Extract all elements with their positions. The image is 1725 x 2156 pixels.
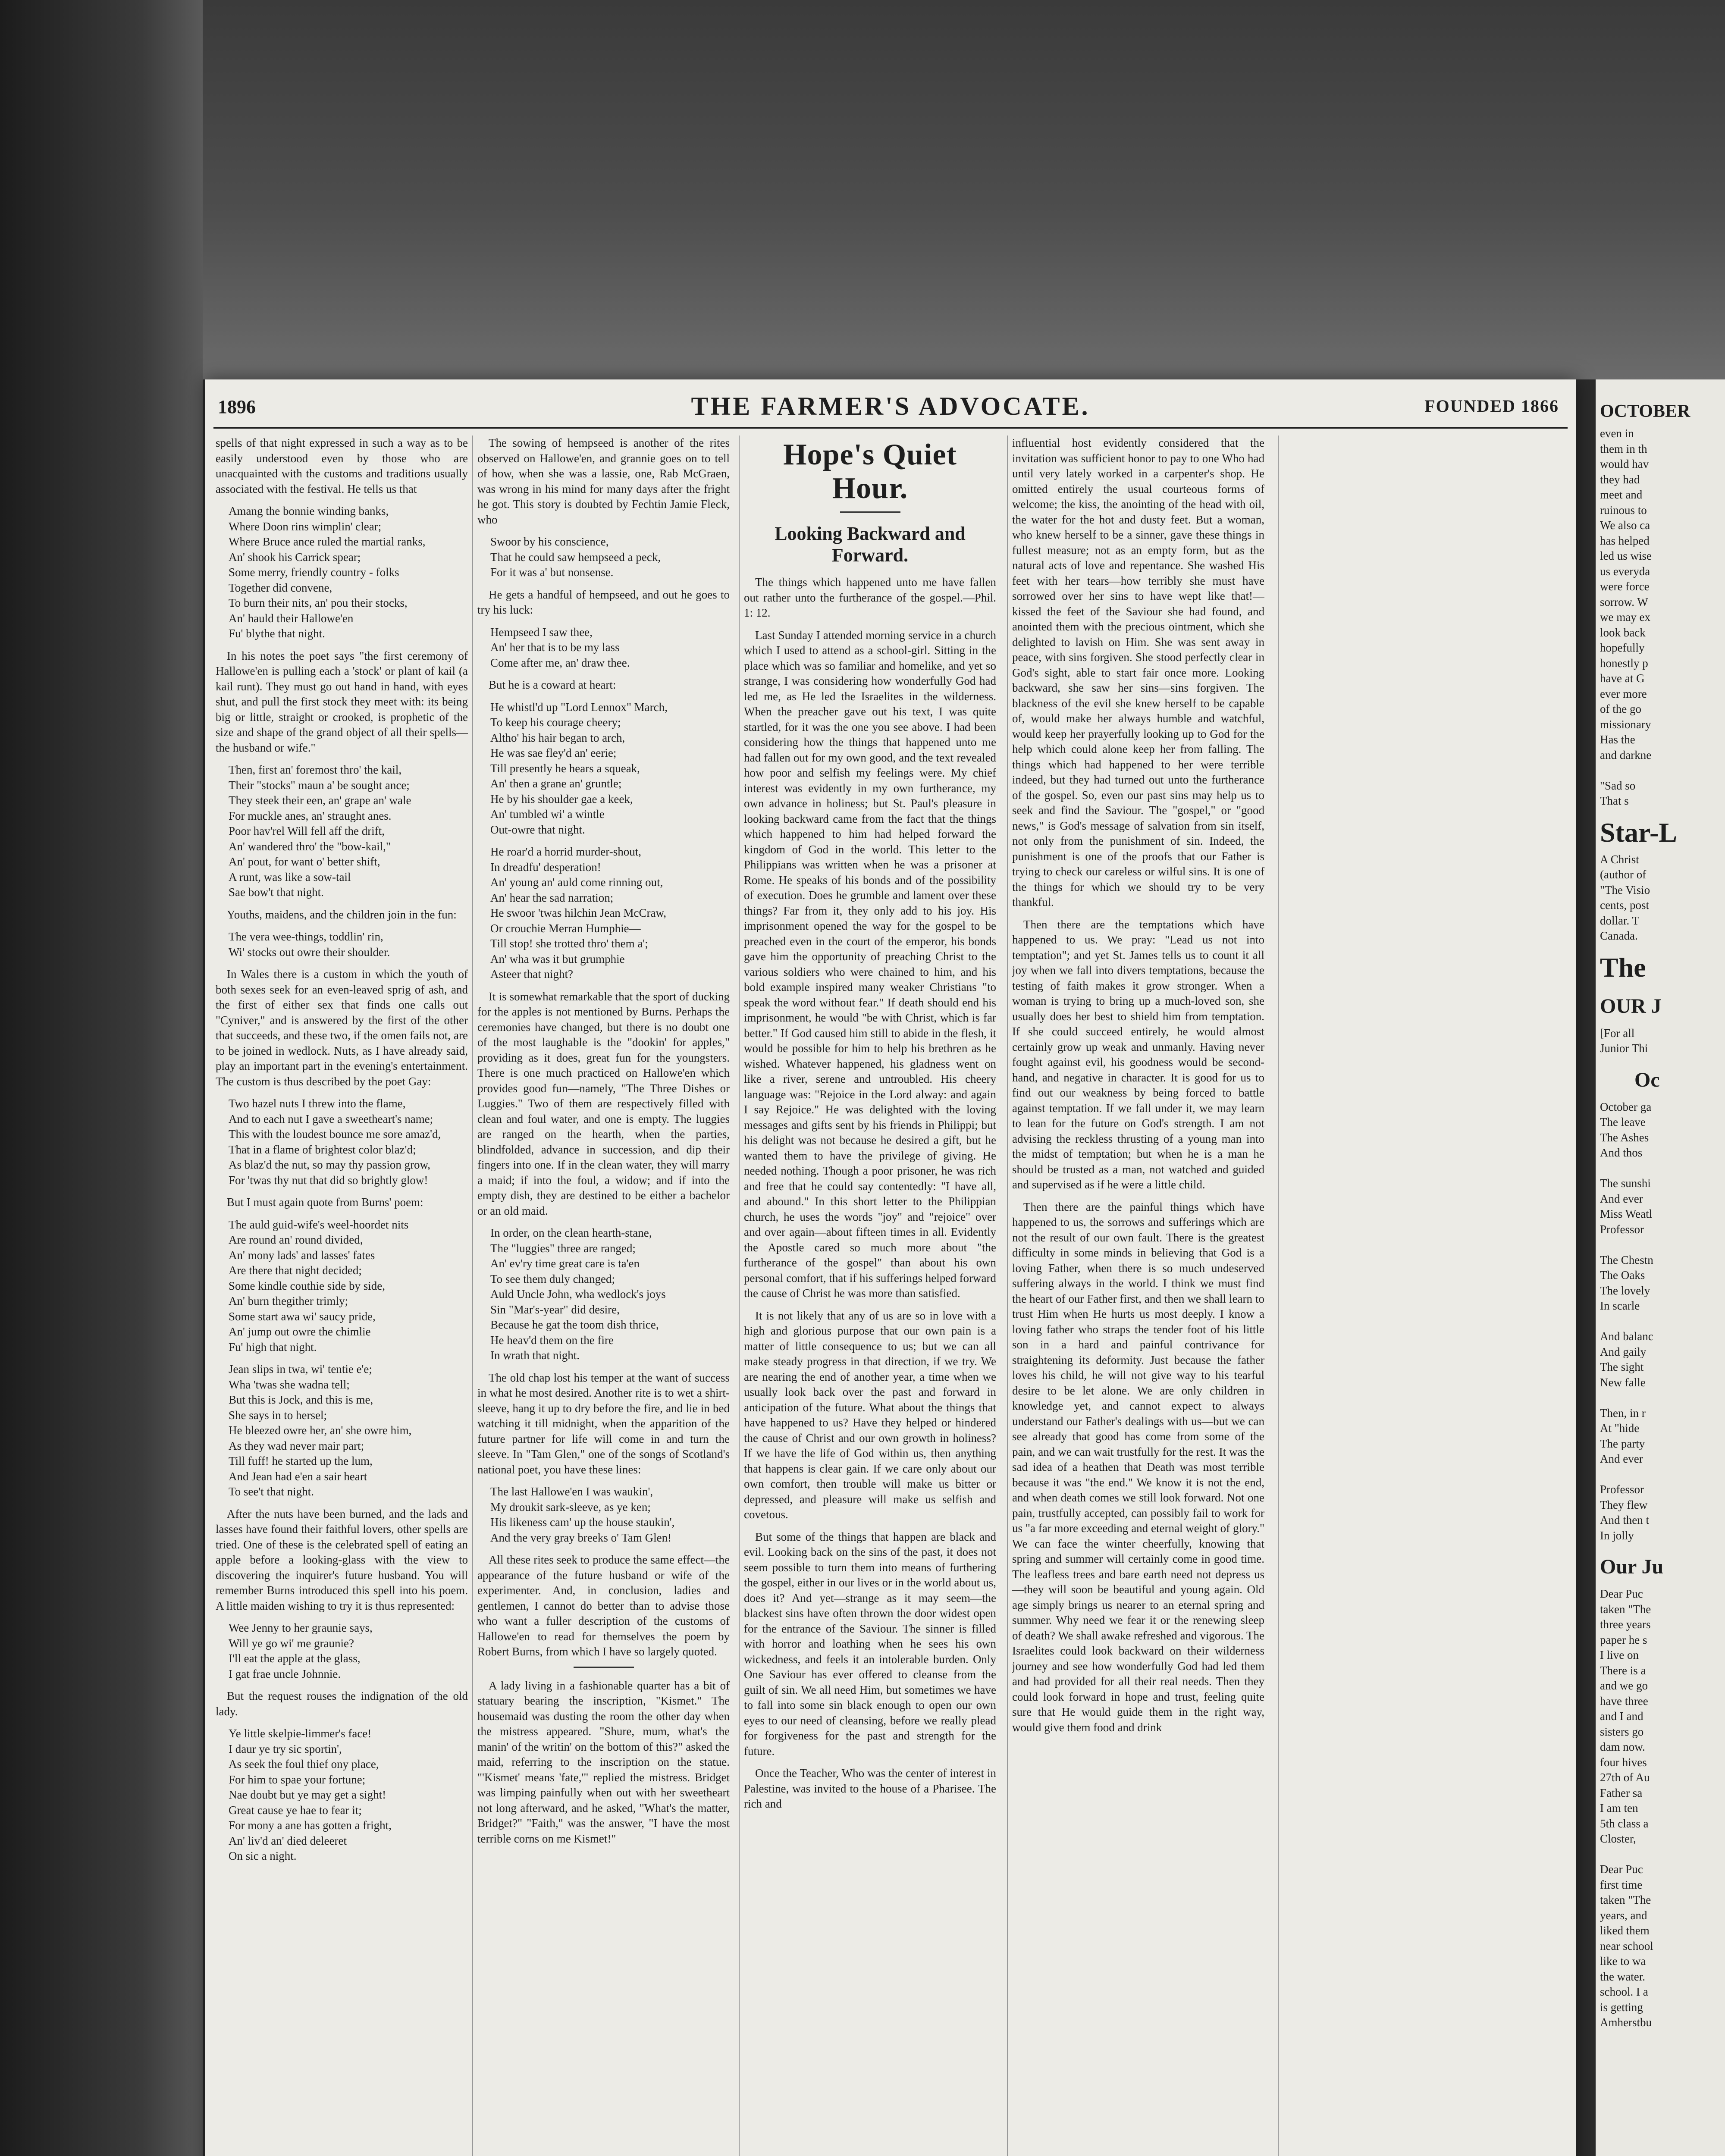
- adjacent-line: of the go: [1600, 702, 1641, 715]
- paragraph: The sowing of hempseed is another of the rites observed on Hallowe'en, and grannie goes on to tell of how, when she was a lassie, one, Rab McGraen, was wrong in his mind for many days after the fright he got. This story is doubted by Fechtin Jamie Fleck, who: [477, 436, 730, 526]
- adjacent-line: near school: [1600, 1939, 1653, 1952]
- adjacent-line: Then, in r: [1600, 1406, 1646, 1420]
- adjacent-line: is getting: [1600, 2000, 1643, 2014]
- adjacent-line: The sunshi: [1600, 1177, 1651, 1190]
- verse: Wee Jenny to her graunie says, Will ye go wi' me graunie? I'll eat the apple at the glass, I gat frae uncle Johnnie.: [229, 1621, 373, 1680]
- adjacent-line: liked them: [1600, 1924, 1650, 1937]
- adjacent-line: taken "The: [1600, 1893, 1651, 1906]
- paragraph: After the nuts have been burned, and the lads and lasses have found their faithful lovers, other spells are tried. One of these is the celebrated spell of eating an apple before a looking-glass with the view to discovering the inquirer's future husband. You will remember Burns introduced this spell into his poem. A little maiden wishing to try it is thus represented:: [216, 1507, 468, 1612]
- adjacent-line: [1600, 1847, 1725, 1862]
- verse: Swoor by his conscience, That he could saw hempseed a peck, For it was a' but nonsense.: [490, 535, 661, 579]
- adjacent-line: New falle: [1600, 1376, 1646, 1389]
- column-4: [1012, 436, 1264, 2156]
- paragraph: In Wales there is a custom in which the youth of both sexes seek for an even-leaved sprig of ash, and the first of either sex that finds one calls out "Cyniver," and is answered by the first of the other that succeeds, and these two, if the omen fails not, are to be joined in wedlock. Nuts, as I have already said, play an important part in the evening's entertainment. The custom is thus described by the poet Gay:: [216, 968, 468, 1088]
- adjacent-heading: The: [1600, 952, 1646, 983]
- adjacent-line: That s: [1600, 794, 1629, 807]
- adjacent-line: Professor: [1600, 1222, 1644, 1236]
- paragraph: In his notes the poet says "the first ceremony of Hallowe'en is pulling each a 'stock' or plant of kail (a kail runt). They must go out hand in hand, with eyes shut, and pull the first stock they meet with: its being big or little, straight or crooked, is prophetic of the size and shape of the grand object of all their spells—the husband or wife.": [216, 649, 468, 754]
- adjacent-line: 27th of Au: [1600, 1771, 1650, 1784]
- adjacent-line: The Oaks: [1600, 1269, 1645, 1282]
- paragraph: influential host evidently considered that the invitation was sufficient honor to pay to one Who had until very lately worked in a carpenter's shop. He omitted entirely the usual courteous forms of welcome; the kiss, the anointing of the head with oil, the water for the hot and dusty feet. But a woman, who knew herself to be a sinner, gave these things in fullest measure; not as an empty form, but as the natural acts of love and repentance. She washed His feet with her tears—how terribly she must have sorrowed over her sins to have wept like that!—kissed the feet of the Saviour she had found, and anointed them with the precious ointment, which she delighted to lavish on Him. She was sent away in peace, with sins forgiven. She stood perfectly clear in God's sight, able to start fair once more. Looking backward, she saw her sins—sins forgiven. The blackness of the evil she knew herself to be capable of, would make her always humble and watchful, would keep her prayerfully looking up to God for the help which could alone keep her from falling. The things which had happened to her were terrible indeed, but they had turned out unto the furtherance of the gospel. So, even our past sins may help us to seek and find the Saviour. The "gospel," or "good news," is God's message of salvation from sin itself, not only from the punishment of sin. Indeed, the punishment is one of the proofs that our Father is trying to check our careless or wilful sins. It is one of the things for which we should try to be very thankful.: [1012, 436, 1264, 909]
- adjacent-line: The leave: [1600, 1116, 1646, 1128]
- page-number: 1896: [218, 396, 256, 417]
- adjacent-line: Father sa: [1600, 1786, 1643, 1799]
- column-divider: [1278, 436, 1279, 2156]
- adjacent-line: "Sad so: [1600, 779, 1636, 792]
- adjacent-line: The sight: [1600, 1360, 1644, 1373]
- verse: He whistl'd up "Lord Lennox" March, To keep his courage cheery; Altho' his hair began to arch, He was sae fley'd an' eerie; Till presently he hears a squeak, An' then a grane an' gruntle; He by his shoulder gae a keek, An' tumbled wi' a wintle Out-owre that night.: [490, 700, 668, 836]
- masthead: [205, 379, 1576, 436]
- adjacent-line: sorrow. W: [1600, 595, 1648, 608]
- scripture-text: The things which happened unto me have fallen out rather unto the furtherance of the gospel.—Phil. 1: 12.: [744, 576, 996, 619]
- paragraph: Then there are the temptations which have happened to us. We pray: "Lead us not into temptation"; and yet St. James tells us to count it all joy when we fall into divers temptations, because the testing of faith makes it grow stronger. When a woman is trying to bring up a much-loved son, she usually does her best to shield him from temptation. If she could succeed entirely, he would almost certainly grow up weak and unmanly. Having never fought against evil, his goodness would be second-hand, and negative in character. It is good for us to find out our weakness by being forced to battle against temptation. If we fall under it, we may learn to lean for the future on God's strength. I am not advising the reckless thrusting of a young man into the midst of temptation; but when he is a man he should be trusted as a man, not watched and guided and supervised as if he were a little child.: [1012, 918, 1264, 1191]
- adjacent-line: [1600, 1161, 1725, 1176]
- adjacent-line: hopefully: [1600, 641, 1645, 654]
- adjacent-line: [For all: [1600, 1026, 1635, 1040]
- adjacent-line: meet and: [1600, 488, 1643, 501]
- adjacent-page-text: [1596, 1100, 1725, 1544]
- adjacent-line: the water.: [1600, 1970, 1645, 1983]
- adjacent-line: paper he s: [1600, 1633, 1647, 1646]
- adjacent-line: They flew: [1600, 1498, 1648, 1511]
- adjacent-line: would hav: [1600, 458, 1649, 470]
- adjacent-line: I am ten: [1600, 1802, 1638, 1814]
- adjacent-line: The party: [1600, 1437, 1645, 1450]
- adjacent-line: October ga: [1600, 1100, 1652, 1113]
- paragraph: Then there are the painful things which have happened to us, the sorrows and sufferings which are not the result of our own fault. There is the greatest difficulty in some minds in believing that God is a loving Father, when there is so much undeserved suffering always in the world. I think we must find the heart of our Father first, and then we shall learn to trust Him when He hurts us most deeply. I know a loving father who straps the tender foot of his little son in a hard and painful contrivance for straightening its deformity. Just because the father loves his child, he will not give way to his tearful desire to be let alone. We are only children in knowledge yet, and cannot expect to always understand our Father's dealings with us—but we can see already that good has come from some of the pain, and we can wait trustfully for the rest. It was the sad idea of a heathen that Death was most terrible because it was "the end." We know it is not the end, and when death comes we still look forward. Not one pain, trustfully accepted, can possibly fail to work for us "a far more exceeding and eternal weight of glory." We can face the winter cheerfully, knowing that spring and summer will certainly come in good time. The leafless trees and bare earth need not depress us—they will soon be beautiful and young again. Old age simply brings us nearer to an eternal spring and summer. Why need we fear it or the renewing sleep of death? We shall awake refreshed and vigorous. The Israelites could look backward on their wilderness journey and see how wonderfully God had led them and had provided for all their real needs. Then they could look forward in hope and trust, feeling quite sure that He would guide them in the right way, would give them food and drink: [1012, 1200, 1264, 1734]
- adjacent-line: them in th: [1600, 442, 1647, 455]
- adjacent-line: And ever: [1600, 1192, 1643, 1205]
- adjacent-line: we may ex: [1600, 611, 1650, 624]
- adjacent-line: The lovely: [1600, 1284, 1650, 1297]
- newspaper-page: [205, 379, 1576, 2156]
- verse: Jean slips in twa, wi' tentie e'e; Wha 'twas she wadna tell; But this is Jock, and this is me, She says in to hersel; He bleezed owre her, an' she owre him, As they wad never mair part; Till fuff! he started up the lum, And Jean had e'en a sair heart To see't that night.: [229, 1363, 412, 1498]
- adjacent-line: ever more: [1600, 687, 1647, 700]
- paragraph: Last Sunday I attended morning service in a church which I used to attend as a school-girl. Sitting in the place which was so familiar and homelike, and yet so strange, I was considering how wonderfully God had led me, as He led the Israelites in the wilderness. When the preacher gave out his text, I was quite startled, for it was the one you see above. I had been considering how the things that happened unto me had fallen out for my own good, and the text revealed how poor and selfish my feelings were. My chief interest was evidently in my own furtherance, my own advance in holiness; but St. Paul's pleasure in looking backward came from the fact that the things which happened to him had helped forward the kingdom of God in the world. This letter to the Philippians was written when he was a prisoner at Rome. He speaks of his bonds and of the possibility of execution. Does he grumble and lament over these things? Far from it, they only add to his joy. His imprisonment opened the way for the gospel to be preached even in the court of the emperor, his bonds gave him the opportunity of preaching Christ to the various soldiers who were chained to him, and his bold example inspired many weaker Christians "to speak the word without fear." If death should end his imprisonment, he would "be with Christ, which is far better." If God caused him still to abide in the flesh, it would be possible for him to help his brethren as he wished. Whatever happened, his gladness went on like a river, serene and untroubled. His cheery language was: "Rejoice in the Lord alway: and again I say Rejoice." He was delighted with the loving messages and gifts sent by his friends in Philippi; but his delight was not because he desired a gift, but he wanted them to have the privilege of giving. He needed nothing. Though a poor prisoner, he was rich and free that he could say contentedly: "I have all, and abound." In this short letter to the Philippian church, he uses the words "joy" and "rejoice" over and over again—about fifteen times in all. Evidently the Apostle cared so much more about "the furtherance of the gospel" than about his own personal comfort, that if his sufferings helped forward the cause of Christ he was more than satisfied.: [744, 628, 996, 1300]
- adjacent-line: [1600, 1237, 1725, 1253]
- adjacent-line: and we go: [1600, 1679, 1648, 1692]
- adjacent-page-header: OCTOBER: [1600, 401, 1690, 421]
- adjacent-line: even in: [1600, 427, 1634, 440]
- adjacent-line: Miss Weatl: [1600, 1207, 1653, 1220]
- verse: Then, first an' foremost thro' the kail, Their "stocks" maun a' be sought ance; They steek their een, an' grape an' wale For muckle anes, an' straught anes. Poor hav'rel Will fell aff the drift, An' wandered thro' the "bow-kail," An' pout, for want o' better shift, A runt, was like a sow-tail Sae bow't that night.: [229, 763, 411, 899]
- paragraph: It is somewhat remarkable that the sport of ducking for the apples is not mentioned by Burns. Perhaps the ceremonies have changed, but there is no doubt one of the most laughable is the "dookin' for apples," providing as it does, great fun for the youngsters. There is one much practiced on Hallowe'en which provides good fun—namely, "The Three Dishes or Luggies." Two of them are respectively filled with clean and foul water, and one is empty. The luggies are ranged on the hearth, when the parties, blindfolded, advance in succession, and dip their fingers into one. If in the clean water, they will marry a maid; if into the foul, a widow; and if into the empty dish, they are destined to be either a bachelor or an old maid.: [477, 990, 730, 1217]
- verse: The auld guid-wife's weel-hoordet nits Are round an' round divided, An' mony lads' and lasses' fates Are there that night decided; Some kindle couthie side by side, An' burn thegither trimly; Some start awa wi' saucy pride, An' jump out owre the chimlie Fu' high that night.: [229, 1218, 409, 1354]
- verse: The vera wee-things, toddlin' rin, Wi' stocks out owre their shoulder.: [229, 930, 390, 959]
- paragraph: He gets a handful of hempseed, and out he goes to try his luck:: [477, 588, 730, 616]
- adjacent-line: In jolly: [1600, 1529, 1634, 1542]
- adjacent-line: years, and: [1600, 1908, 1647, 1922]
- column-2: [477, 436, 730, 2156]
- heading-rule: [840, 511, 900, 513]
- adjacent-page: [1596, 379, 1725, 2156]
- adjacent-line: And balanc: [1600, 1330, 1653, 1343]
- adjacent-line: The Ashes: [1600, 1131, 1649, 1144]
- verse: Ye little skelpie-limmer's face! I daur ye try sic sportin', As seek the foul thief ony place, For him to spae your fortune; Nae doubt but ye may get a sight! Great cause ye hae to fear it; For mony a ane has gotten a fright, An' liv'd an' died deleeret On sic a night.: [229, 1727, 392, 1862]
- adjacent-line: I live on: [1600, 1648, 1639, 1661]
- verse: Two hazel nuts I threw into the flame, And to each nut I gave a sweetheart's name; This with the loudest bounce me sore amaz'd, That in a flame of brightest color blaz'd; As blaz'd the nut, so may thy passion grow, For 'twas thy nut that did so brightly glow!: [229, 1097, 441, 1187]
- paper-title: THE FARMER'S ADVOCATE.: [691, 392, 1090, 420]
- adjacent-line: have at G: [1600, 672, 1645, 685]
- adjacent-page-text: [1596, 426, 1725, 809]
- adjacent-line: look back: [1600, 626, 1646, 639]
- verse: Amang the bonnie winding banks, Where Doon rins wimplin' clear; Where Bruce ance ruled the martial ranks, An' shook his Carrick spear; Some merry, friendly country - folks Together did convene, To burn their nits, an' pou their stocks, An' hauld their Hallowe'en Fu' blythe that night.: [229, 505, 426, 640]
- paragraph: But some of the things that happen are black and evil. Looking back on the sins of the past, it does not seem possible to turn them into means of furthering the gospel, either in our lives or in the world about us, does it? And yet—strange as it may seem—the blackest sins have often thrown the door widest open for the entrance of the Saviour. The sinner is filled with horror and loathing when he sees his own wickedness, and feels it an intolerable burden. Only One Saviour has ever offered to cleanse from the guilt of sin. We all need Him, but sometimes we have to fall into some sin black enough to open our own eyes to our need of cleansing, before we really plead for forgiveness for the past and strength for the future.: [744, 1530, 996, 1758]
- adjacent-heading: Star-L: [1600, 817, 1677, 848]
- adjacent-line: [1600, 1314, 1725, 1329]
- adjacent-line: were force: [1600, 580, 1650, 593]
- article-title: Looking Backward and Forward.: [775, 523, 966, 566]
- paragraph: spells of that night expressed in such a way as to be easily understood even by those who are unacquainted with the customs and traditions usually associated with the festival. He tells us that: [216, 436, 468, 495]
- adjacent-line: At "hide: [1600, 1422, 1640, 1435]
- adjacent-line: Canada.: [1600, 929, 1638, 942]
- column-1: [216, 436, 468, 2156]
- adjacent-line: Junior Thi: [1600, 1042, 1648, 1055]
- adjacent-line: have three: [1600, 1694, 1648, 1708]
- adjacent-line: ruinous to: [1600, 503, 1647, 517]
- section-heading: Hope's Quiet Hour.: [783, 438, 957, 505]
- adjacent-line: And thos: [1600, 1146, 1643, 1159]
- adjacent-line: And ever: [1600, 1452, 1643, 1465]
- adjacent-line: Closter,: [1600, 1832, 1636, 1845]
- paragraph: A lady living in a fashionable quarter has a bit of statuary bearing the inscription, "Kismet." The housemaid was dusting the room the other day when the mistress appeared. "Shure, mum, what's the manin' of the writin' on the bottom of this?" asked the maid, referring to the inscription on the statue. "'Kismet' means 'fate,'" replied the mistress. Bridget was limping painfully when out with her sweetheart not long afterward, and he asked, "What's the matter, Bridget?" "Faith," was the answer, "I have the most terrible corns on me Kismet!": [477, 1679, 730, 1845]
- adjacent-line: We also ca: [1600, 519, 1650, 532]
- column-divider: [1007, 436, 1008, 2156]
- adjacent-page-text: [1596, 1586, 1725, 2031]
- adjacent-line: A Christ: [1600, 852, 1639, 866]
- paragraph: It is not likely that any of us are so in love with a high and glorious purpose that our own pain is a matter of little consequence to us; but we can all make steady progress in that direction, if we try. We are nearing the end of another year, a time when we usually look back over the past and forward in anticipation of the future. What about the things that have happened to us? Have they helped or hindered the cause of Christ and our own growth in holiness? If we have the life of God within us, then anything that happens is clear gain. If we care only about our own comfort, then trouble will make us bitter or depressed, and pleasure will make us selfish and covetous.: [744, 1309, 996, 1521]
- adjacent-line: There is a: [1600, 1664, 1646, 1677]
- adjacent-line: Dear Puc: [1600, 1863, 1643, 1876]
- paragraph: The old chap lost his temper at the want of success in what he most desired. Another rite is to wet a shirt-sleeve, hang it up to dry before the fire, and lie in bed watching it till midnight, when the apparition of the future partner for life will come in and turn the sleeve. In "Tam Glen," one of the songs of Scotland's national poet, you have these lines:: [477, 1371, 730, 1476]
- verse: He roar'd a horrid murder-shout, In dreadfu' desperation! An' young an' auld come rinning out, An' hear the sad narration; He swoor 'twas hilchin Jean McCraw, Or crouchie Merran Humphie— Till stop! she trotted thro' them a'; An' wha was it but grumphie Asteer that night?: [490, 845, 667, 981]
- adjacent-line: like to wa: [1600, 1955, 1646, 1968]
- adjacent-line: dollar. T: [1600, 914, 1639, 927]
- column-3: [744, 436, 996, 2156]
- adjacent-line: Has the: [1600, 733, 1635, 746]
- verse: In order, on the clean hearth-stane, The "luggies" three are ranged; An' ev'ry time great care is ta'en To see them duly changed; Auld Uncle John, wha wedlock's joys Sin "Mar's-year" did desire, Because he gat the toom dish thrice, He heav'd them on the fire In wrath that night.: [490, 1226, 666, 1362]
- adjacent-line: [1600, 763, 1725, 778]
- paragraph: Youths, maidens, and the children join in the fun:: [227, 908, 457, 921]
- adjacent-line: cents, post: [1600, 899, 1649, 912]
- adjacent-page-text: [1596, 852, 1725, 944]
- paragraph: All these rites seek to produce the same effect—the appearance of the future husband or wife of the experimenter. And, in conclusion, ladies and gentlemen, I cannot do better than to advise those who want a fuller description of the customs of Hallowe'en to read for themselves the poem by Robert Burns, from which I have so largely quoted.: [477, 1553, 730, 1658]
- scan-background-left: [0, 0, 203, 2156]
- adjacent-line: and I and: [1600, 1710, 1643, 1723]
- adjacent-line: led us wise: [1600, 549, 1652, 562]
- adjacent-line: has helped: [1600, 534, 1650, 547]
- adjacent-line: and darkne: [1600, 748, 1652, 761]
- adjacent-line: And gaily: [1600, 1345, 1647, 1358]
- verse: Hempseed I saw thee, An' her that is to be my lass Come after me, an' draw thee.: [490, 625, 630, 669]
- paragraph: Once the Teacher, Who was the center of interest in Palestine, was invited to the house of a Pharisee. The rich and: [744, 1767, 996, 1810]
- adjacent-line: missionary: [1600, 718, 1651, 731]
- adjacent-line: In scarle: [1600, 1299, 1640, 1312]
- column-divider: [472, 436, 473, 2156]
- verse: The last Hallowe'en I was waukin', My droukit sark-sleeve, as ye ken; His likeness cam' up the house staukin', And the very gray breeks o' Tam Glen!: [490, 1485, 675, 1544]
- paragraph: But I must again quote from Burns' poem:: [227, 1196, 423, 1209]
- adjacent-line: taken "The: [1600, 1602, 1651, 1616]
- adjacent-line: [1600, 1390, 1725, 1406]
- adjacent-line: honestly p: [1600, 656, 1648, 670]
- adjacent-line: four hives: [1600, 1755, 1647, 1769]
- adjacent-line: Professor: [1600, 1483, 1644, 1496]
- adjacent-line: And then t: [1600, 1514, 1649, 1526]
- adjacent-line: (author of: [1600, 868, 1647, 881]
- adjacent-line: they had: [1600, 473, 1640, 486]
- adjacent-line: 5th class a: [1600, 1817, 1649, 1830]
- section-rule: [574, 1667, 634, 1668]
- adjacent-line: [1600, 1467, 1725, 1482]
- paragraph: But he is a coward at heart:: [489, 678, 616, 691]
- adjacent-line: Amherstbu: [1600, 2016, 1652, 2029]
- column-divider: [739, 436, 740, 2156]
- adjacent-page-text: [1596, 1026, 1725, 1056]
- adjacent-line: sisters go: [1600, 1725, 1644, 1738]
- paragraph: But the request rouses the indignation of the old lady.: [216, 1689, 468, 1718]
- adjacent-line: three years: [1600, 1618, 1651, 1631]
- scan-background-top: [0, 0, 1725, 379]
- adjacent-line: us everyda: [1600, 564, 1650, 578]
- adjacent-heading: Our Ju: [1600, 1555, 1664, 1578]
- founded-label: FOUNDED 1866: [1424, 396, 1559, 416]
- adjacent-line: school. I a: [1600, 1985, 1648, 1998]
- masthead-rule: [213, 427, 1568, 429]
- adjacent-line: Dear Puc: [1600, 1587, 1643, 1600]
- adjacent-heading: Oc: [1634, 1068, 1660, 1091]
- adjacent-line: The Chestn: [1600, 1253, 1653, 1266]
- adjacent-heading: OUR J: [1600, 994, 1662, 1018]
- adjacent-line: dam now.: [1600, 1740, 1645, 1753]
- adjacent-line: first time: [1600, 1878, 1643, 1891]
- adjacent-line: "The Visio: [1600, 883, 1650, 896]
